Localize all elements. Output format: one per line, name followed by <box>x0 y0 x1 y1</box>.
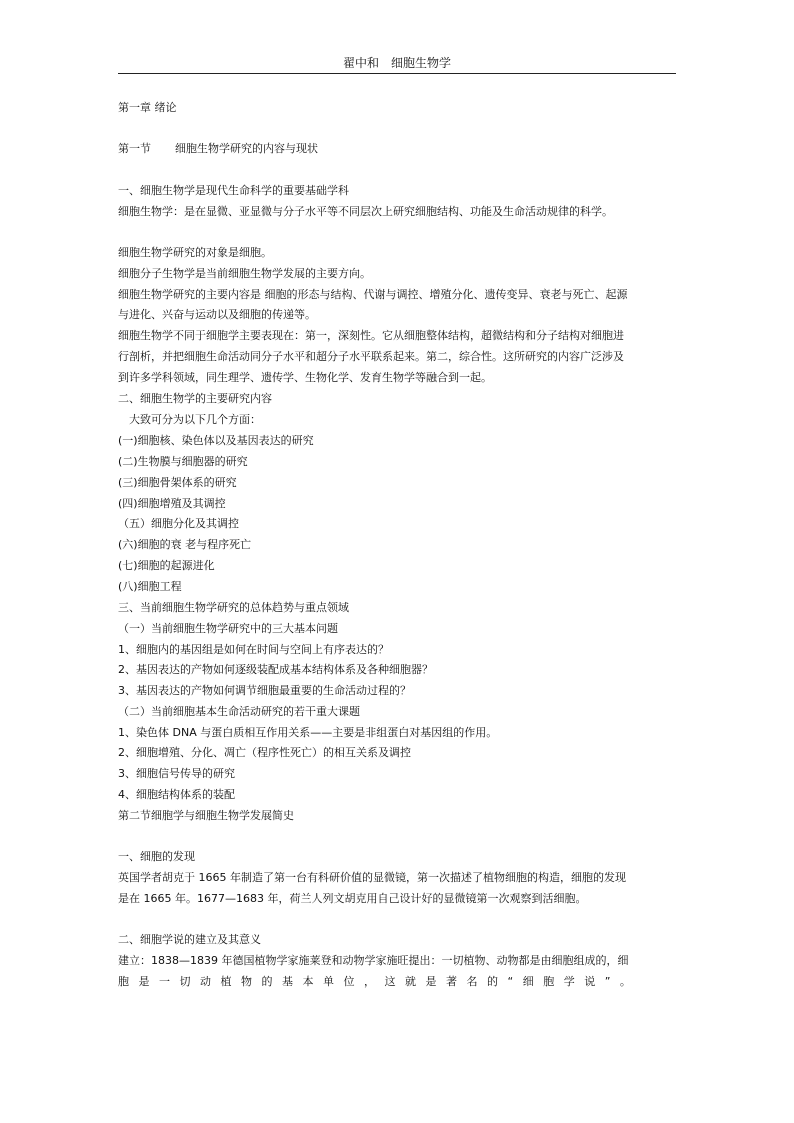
list-item: (八)细胞工程 <box>118 580 182 593</box>
chapter-heading: 第一章 绪论 <box>118 101 177 114</box>
running-header: 翟中和 细胞生物学 <box>342 56 451 70</box>
paragraph-direction: 细胞分子生物学是当前细胞生物学发展的主要方向。 <box>118 267 371 280</box>
paragraph-difference-line: 细胞生物学不同于细胞学主要表现在：第一，深刻性。它从细胞整体结构，超微结构和分子结构对细胞进 <box>118 329 624 342</box>
list-item: 2、细胞增殖、分化、凋亡（程序性死亡）的相互关系及调控 <box>118 746 411 759</box>
subheading-discovery: 一、细胞的发现 <box>118 850 195 863</box>
list-item: （五）细胞分化及其调控 <box>118 517 239 530</box>
section-heading-2: 第二节细胞学与细胞生物学发展简史 <box>118 809 294 822</box>
header-rule <box>118 73 676 74</box>
list-item: (三)细胞骨架体系的研究 <box>118 476 237 489</box>
subheading-cell-theory: 二、细胞学说的建立及其意义 <box>118 933 261 946</box>
paragraph-theory-line: 建立：1838—1839 年德国植物学家施莱登和动物学家施旺提出：一切植物、动物都是由细胞组成的，细 <box>118 954 629 967</box>
paragraph-difference-line: 行剖析，并把细胞生命活动同分子水平和超分子水平联系起来。第二，综合性。这所研究的内容广泛涉及 <box>118 350 624 363</box>
list-item: 3、细胞信号传导的研究 <box>118 767 235 780</box>
sub-subheading-2: （二）当前细胞基本生命活动研究的若干重大课题 <box>118 705 360 718</box>
list-item: 4、细胞结构体系的装配 <box>118 788 235 801</box>
list-item: 1、细胞内的基因组是如何在时间与空间上有序表达的？ <box>118 643 389 656</box>
list-item: 2、基因表达的产物如何逐级装配成基本结构体系及各种细胞器？ <box>118 663 433 676</box>
paragraph-difference-line: 到许多学科领域，同生理学、遗传学、生物化学、发育生物学等融合到一起。 <box>118 371 492 384</box>
sub-subheading-1: （一）当前细胞生物学研究中的三大基本问题 <box>118 622 338 635</box>
list-item: (一)细胞核、染色体以及基因表达的研究 <box>118 434 314 447</box>
list-item: (七)细胞的起源进化 <box>118 559 215 572</box>
paragraph-content-line: 细胞生物学研究的主要内容是 细胞的形态与结构、代谢与调控、增殖分化、遗传变异、衰老与死亡、起源 <box>118 288 628 301</box>
section-heading-1 <box>118 141 678 157</box>
list-item: (六)细胞的衰 老与程序死亡 <box>118 538 252 551</box>
subheading-3: 三、当前细胞生物学研究的总体趋势与重点领域 <box>118 601 349 614</box>
section-title: 细胞生物学研究的内容与现状 <box>175 142 318 155</box>
paragraph-theory-line: 胞是一切动植物的基本单位，这就是著名的“细胞学说”。 <box>118 975 641 988</box>
paragraph-object: 细胞生物学研究的对象是细胞。 <box>118 246 272 259</box>
list-item: 1、染色体 DNA 与蛋白质相互作用关系——主要是非组蛋白对基因组的作用。 <box>118 726 498 739</box>
subheading-1: 一、细胞生物学是现代生命科学的重要基础学科 <box>118 184 349 197</box>
list-item: 3、基因表达的产物如何调节细胞最重要的生命活动过程的？ <box>118 684 411 697</box>
paragraph-aspects: 大致可分为以下几个方面： <box>118 413 261 426</box>
paragraph-discovery-line: 英国学者胡克于 1665 年制造了第一台有科研价值的显微镜，第一次描述了植物细胞的构造，细胞的发现 <box>118 871 626 884</box>
subheading-2: 二、细胞生物学的主要研究内容 <box>118 392 272 405</box>
list-item: (二)生物膜与细胞器的研究 <box>118 455 248 468</box>
paragraph-content-line: 与进化、兴奋与运动以及细胞的传递等。 <box>118 308 316 321</box>
paragraph-discovery-line: 是在 1665 年。1677—1683 年，荷兰人列文胡克用自己设计好的显微镜第一次观察到活细胞。 <box>118 892 587 905</box>
list-item: (四)细胞增殖及其调控 <box>118 497 226 510</box>
section-number: 第一节 <box>118 142 151 155</box>
paragraph-definition: 细胞生物学：是在显微、亚显微与分子水平等不同层次上研究细胞结构、功能及生命活动规律的科学。 <box>118 205 613 218</box>
